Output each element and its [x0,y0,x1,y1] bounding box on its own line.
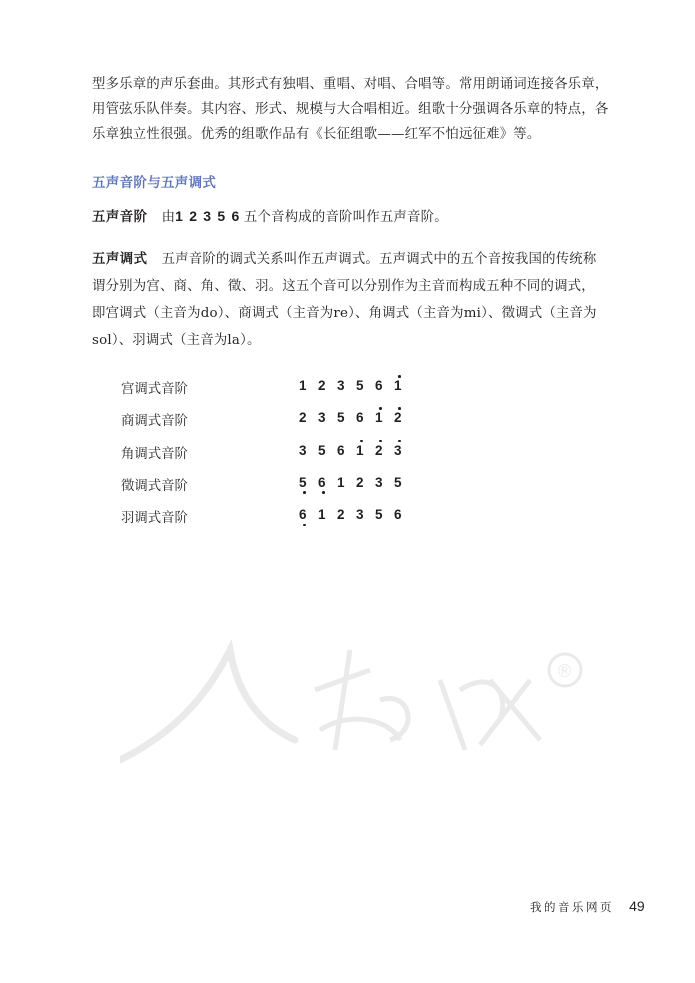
jianpu-note: 2 [356,474,364,490]
section-heading: 五声音阶与五声调式 [92,175,217,191]
jianpu-note: 6 [318,475,337,490]
jianpu-note: 3 [375,474,383,490]
jianpu-note: 1 [375,410,394,425]
intro-paragraph [92,72,637,147]
jianpu-note: 5 [356,378,364,393]
jianpu-note: 2 [337,507,345,523]
jianpu-note: 6 [356,410,364,426]
definition-term: 五声调式 [92,252,148,267]
scale-notes [299,443,413,458]
scale-name: 羽调式音阶 [121,511,188,527]
jianpu-note: 5 [318,442,326,458]
pentatonic-scale-definition [92,206,637,228]
intro-line: 用管弦乐队伴奏。其内容、形式、规模与大合唱相近。组歌十分强调各乐章的特点，各 [92,102,609,117]
jianpu-note: 6 [375,378,383,393]
jianpu-note: 3 [299,442,307,458]
scale-notes [299,507,413,522]
jianpu-note: 6 [337,442,345,458]
intro-line: 乐章独立性很强。优秀的组歌作品有《长征组歌——红军不怕远征难》等。 [92,127,541,142]
jianpu-note: 2 [375,443,394,458]
numbered-notes: 1 2 3 5 6 [175,208,240,224]
jianpu-note: 1 [337,474,345,490]
jianpu-note: 6 [394,507,402,523]
scale-name: 角调式音阶 [121,446,188,462]
page-footer [530,896,645,915]
footer-title: 我的音乐网页 [530,900,614,914]
definition-prefix: 由 [161,210,176,225]
definition-line [92,246,637,273]
scale-name: 商调式音阶 [121,414,188,430]
definition-line: sol）、羽调式（主音为la）。 [92,333,261,348]
publisher-watermark-logo [120,630,590,770]
jianpu-note: 2 [299,410,307,426]
scale-notes [299,410,413,425]
jianpu-note: 3 [337,378,345,393]
jianpu-note: 3 [356,507,364,523]
definition-text: 五声音阶的调式关系叫作五声调式。五声调式中的五个音按我国的传统称 [161,252,597,267]
jianpu-note: 2 [394,410,413,425]
scale-notes [299,475,413,490]
page-number: 49 [629,898,645,914]
jianpu-note: 1 [394,378,413,393]
definition-term: 五声音阶 [92,210,148,225]
scale-name: 宫调式音阶 [121,382,188,397]
jianpu-note: 3 [318,410,326,426]
jianpu-note: 6 [299,507,318,522]
jianpu-note: 5 [375,507,383,523]
jianpu-note: 1 [356,443,375,458]
jianpu-note: 2 [318,378,326,393]
jianpu-note: 3 [394,443,413,458]
jianpu-note: 1 [318,507,326,523]
scale-notes [299,378,413,393]
jianpu-note: 5 [337,410,345,426]
intro-line: 型多乐章的声乐套曲。其形式有独唱、重唱、对唱、合唱等。常用朗诵词连接各乐章， [92,77,609,92]
definition-line: 谓分别为宫、商、角、徵、羽。这五个音可以分别作为主音而构成五种不同的调式， [92,279,595,294]
jianpu-note: 5 [299,475,318,490]
pentatonic-mode-definition [92,246,637,354]
jianpu-note: 5 [394,474,402,490]
definition-suffix: 五个音构成的音阶叫作五声音阶。 [243,210,448,225]
definition-line: 即宫调式（主音为do）、商调式（主音为re）、角调式（主音为mi）、徵调式（主音为 [92,306,597,321]
svg-text:®: ® [558,661,572,681]
jianpu-note: 1 [299,378,307,393]
scale-name: 徵调式音阶 [121,478,188,494]
